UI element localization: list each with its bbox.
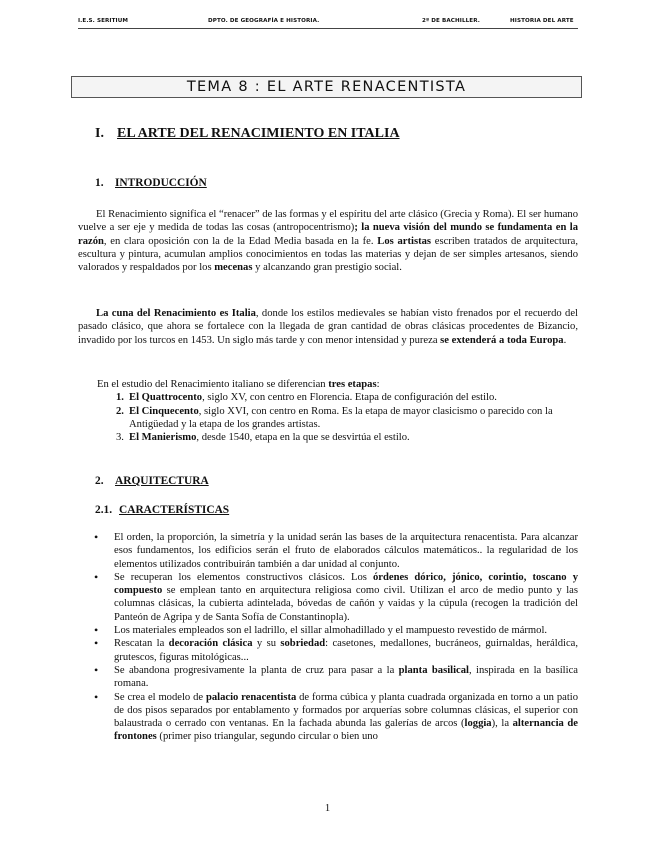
section-heading	[95, 126, 400, 142]
subsection-number: 2.1.	[95, 504, 113, 516]
bullet-icon: •	[94, 530, 99, 544]
etapas-list	[78, 378, 578, 444]
list-item: 3. El Manierismo, desde 1540, etapa en la que se desvirtúa el estilo.	[116, 432, 410, 444]
bullet-icon: •	[94, 689, 99, 704]
list-item: 2. El Cinquecento, siglo XVI, con centro en Roma. Es la etapa de mayor clasicismo o parecido con la Antigüedad y la etapa de los grandes artistas.	[116, 405, 553, 430]
subsection-title: INTRODUCCIÓN	[115, 177, 207, 189]
bullet-icon: •	[94, 623, 99, 638]
document-title: TEMA 8 : EL ARTE RENACENTISTA	[71, 76, 582, 98]
section-title: EL ARTE DEL RENACIMIENTO EN ITALIA	[117, 126, 400, 141]
list-item: • Los materiales empleados son el ladrillo, el sillar almohadillado y el mampuesto revestido de mármol.	[94, 623, 548, 638]
bullet-icon: •	[94, 636, 99, 651]
list-item: 1. El Quattrocento, siglo XV, con centro en Florencia. Etapa de configuración del estilo.	[116, 392, 497, 404]
subsection-title: CARACTERÍSTICAS	[119, 504, 230, 516]
header-course: 2º DE BACHILLER.	[422, 18, 480, 24]
bullet-icon: •	[94, 662, 99, 677]
subsection-number: 2.	[95, 475, 104, 487]
subsection-heading-arquitectura	[95, 475, 209, 487]
etapas-intro: En el estudio del Renacimiento italiano se diferencian tres etapas:	[97, 379, 380, 390]
header-subject: HISTORIA DEL ARTE	[510, 18, 574, 24]
section-number: I.	[95, 126, 104, 141]
list-item: • Se abandona progresivamente la planta de cruz para pasar a la planta basilical, inspirada en la basílica romana.	[94, 662, 578, 690]
intro-paragraph-2: La cuna del Renacimiento es Italia, donde los estilos medievales se habían visto frenados por el recuerdo del pasado clásico, que ahora se fortalece con la llegada de gran cantidad de obras clásicas procedentes de Bizancio, invadido por los turcos en 1453. Un siglo más tarde y con menor intensidad y pureza se extenderá a toda Europa.	[78, 308, 578, 346]
header-department: DPTO. DE GEOGRAFÍA E HISTORIA.	[208, 18, 320, 24]
page-header	[78, 15, 578, 29]
list-item: • El orden, la proporción, la simetría y la unidad serán las bases de la arquitectura renacentista. Para alcanzar esos fundamentos, los edificios serán el fruto de elaborados cálculos matemáticos.. la regularidad de los elementos utilizados contribuirán también a dar unidad al conjunto.	[94, 530, 578, 570]
subsection-title: ARQUITECTURA	[115, 475, 209, 487]
subsection-heading-caracteristicas	[95, 504, 229, 516]
subsection-number: 1.	[95, 177, 104, 189]
list-item: • Rescatan la decoración clásica y su sobriedad: casetones, medallones, bucráneos, guirnaldas, heráldica, grutescos, figuras mitológicas...	[94, 636, 578, 663]
list-item: • Se crea el modelo de palacio renacentista de forma cúbica y planta cuadrada organizada en torno a un patio de dos pisos separados por entablamento y formados por arquerías sobre columnas clásicas, el superior con balaustrada o cerrado con ventanas. En la fachada abunda las galerías de arcos (loggia), la alternancia de frontones (primer piso triangular, segundo circular o bien uno	[94, 689, 579, 743]
bullet-icon: •	[94, 569, 99, 584]
intro-paragraph-1: El Renacimiento significa el “renacer” de las formas y el espíritu del arte clásico (Grecia y Roma). El ser humano vuelve a ser eje y medida de todas las cosas (antropocentrismo); la nueva visión del mundo se fundamenta en la razón, en clara oposición con la de la Edad Media basada en la fe. Los artistas escriben tratados de arquitectura, escultura y pintura, acumulan amplios conocimientos en todas las materias y dejan de ser simples artesanos, siendo valorados y respaldados por los mecenas y alcanzando gran prestigio social.	[78, 209, 579, 274]
subsection-heading-introduccion	[95, 177, 207, 189]
characteristics-list	[78, 531, 578, 744]
page-number: 1	[324, 803, 331, 814]
header-school: I.E.S. SERITIUM	[78, 18, 128, 24]
list-item: • Se recuperan los elementos constructivos clásicos. Los órdenes dórico, jónico, corintio, toscano y compuesto se emplean tanto en arquitectura religiosa como civil. Utilizan el arco de medio punto y las columnas clásicas, la cubierta adintelada, bóvedas de cañón y vaidas y la cúpula (recogen la tradición del Panteón de Agripa y de Santa Sofía de Constantinopla).	[94, 569, 578, 623]
